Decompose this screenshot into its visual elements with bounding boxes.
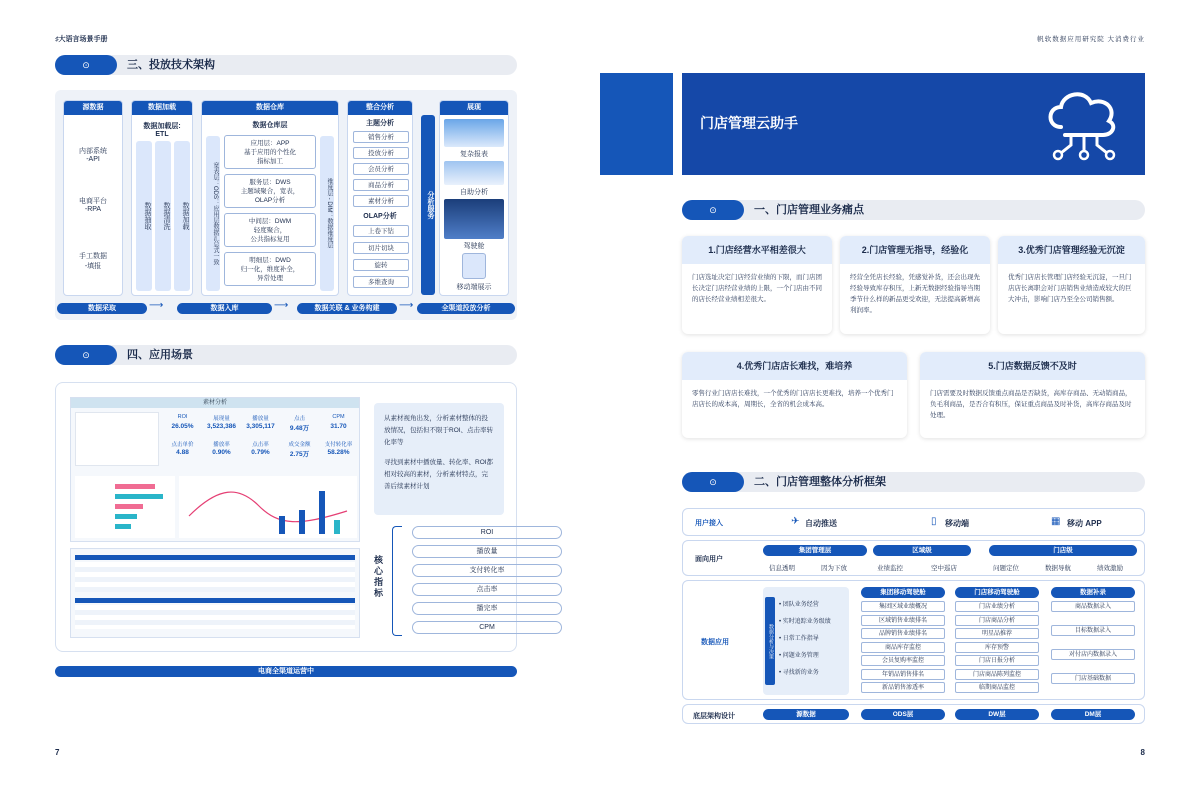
arrow-icon: ⟶: [399, 300, 414, 311]
arch-analysis-service-bar: 分析服务: [421, 115, 435, 295]
arch-stage: 数据采取: [57, 303, 147, 314]
core-metric: 点击率: [412, 583, 562, 596]
kpi-value: 0.90%: [212, 449, 231, 456]
fw-app-item: 集团区域业绩概况: [861, 601, 945, 612]
kpi-value: 2.75万: [289, 451, 310, 458]
arch-col-load-title: 数据加载: [132, 101, 192, 115]
pain-card: [840, 236, 990, 334]
horizontal-bar-chart: [75, 476, 175, 538]
arch-stage: 数据关联 & 业务构建: [297, 303, 397, 314]
fw-row-label: 面向用户: [695, 556, 723, 563]
pain-card: [682, 352, 907, 438]
material-dashboard: [70, 397, 360, 542]
arch-analysis-sub1: 主题分析: [366, 120, 394, 127]
scenario-desc-1: 从素材视角出发，分析素材整体的投放情况，包括但不限于ROI、点击率转化率等: [384, 415, 494, 446]
search-icon: ⊙: [682, 200, 744, 220]
fw-access: 移动端: [945, 519, 969, 528]
core-metric: 支付转化率: [412, 564, 562, 577]
arch-display-item: 驾驶舱: [463, 243, 485, 250]
core-metric: 播放量: [412, 545, 562, 558]
pain-card-body: 零售行业门店店长难找，一个优秀的门店店长更难找，培养一个优秀门店店长的成本高，周期长，全省的机会成本高。: [692, 390, 894, 408]
fw-left-item: • 团队业务经营: [779, 602, 819, 608]
core-metric: CPM: [412, 621, 562, 634]
arrow-icon: ⟶: [274, 300, 289, 311]
fw-group-item: 绩效激励: [1097, 565, 1123, 572]
arch-source-item: 电商平台 -RPA: [79, 198, 107, 213]
fw-app-item: 目标数据录入: [1051, 625, 1135, 636]
pain-card-title: 2.门店管理无指导，经验化: [840, 236, 990, 264]
arch-warehouse-item: 服务层：DWS 主题域聚合，宽表， OLAP分析: [224, 174, 316, 208]
fw-group-item: 空中巡店: [931, 565, 957, 572]
right-page: [600, 0, 1200, 790]
dashboard-filter-list: [75, 412, 159, 466]
core-metric: ROI: [412, 526, 562, 539]
right-section-2-title: 二、门店管理整体分析框架: [754, 476, 886, 488]
pain-card-body: 优秀门店店长管理门店经验无沉淀，一旦门店店长离职会对门店销售业绩造成较大的巨大冲击，影响门店乃至全公司销售额。: [1008, 274, 1132, 303]
fw-app-item: 门店基础数据: [1051, 673, 1135, 684]
dashboard-title: 素材分析: [71, 398, 359, 408]
fw-group-item: 因为下放: [821, 565, 847, 572]
framework: [682, 506, 1145, 728]
left-header-label: ♯大语言场景手册: [55, 36, 108, 43]
fw-app-item: 年销品销售排名: [861, 669, 945, 680]
fw-app-item: 新品销售渗透率: [861, 682, 945, 693]
arch-stage: 数据入库: [177, 303, 272, 314]
section-4-heading: [55, 345, 517, 365]
arch-analysis-item: 上卷下钻: [353, 225, 409, 237]
fw-left-item: • 实时追踪业务级绩: [779, 619, 831, 625]
arch-col-analysis: [347, 100, 413, 296]
arch-col-load: [131, 100, 193, 296]
fw-left-item: • 寻找新的业务: [779, 670, 819, 676]
search-icon: ⊙: [55, 55, 117, 75]
fw-left-side-tag: 数据分析与决策: [765, 597, 775, 685]
fw-app-item: 门店商品陈列监控: [955, 669, 1039, 680]
kpi-label: 支付转化率: [324, 442, 353, 448]
kpi-value: 0.79%: [251, 449, 270, 456]
arch-warehouse-side-left: 宽表层：ODS：应用层数据汇总式一致: [206, 136, 220, 291]
fw-infra: 源数据: [763, 709, 849, 720]
pain-card-title: 5.门店数据反馈不及时: [920, 352, 1145, 380]
kpi-value: 26.05%: [171, 423, 194, 430]
arch-source-item: 内部系统 -API: [79, 148, 107, 163]
architecture-panel: [55, 90, 517, 320]
kpi-label: 播放率: [213, 442, 230, 448]
arch-display-item: 移动端展示: [456, 284, 492, 291]
hero-banner: [682, 73, 1145, 175]
fw-app-item: 会员复购率监控: [861, 655, 945, 666]
arch-display-item: 复杂报表: [460, 151, 488, 158]
pain-card-body: 经营全凭店长经验，凭感觉补货，还会出现先经验导致库存积压，上新无数据经验指导当期季节什么样的新品更受欢迎，无法提高新增高利润率。: [850, 274, 980, 314]
fw-row-label: 底层架构设计: [693, 713, 735, 720]
fw-group-title: 门店级: [989, 545, 1137, 556]
fw-app-item: 临期商品监控: [955, 682, 1039, 693]
fw-app-item: 品牌销售业绩排名: [861, 628, 945, 639]
section-4-title: 四、应用场景: [127, 349, 193, 361]
fw-app-item: 对付店内数据录入: [1051, 649, 1135, 660]
kpi-label: 点击率: [252, 442, 269, 448]
core-metrics-label: 核心指标: [374, 555, 384, 598]
arch-col-display-title: 展现: [440, 101, 508, 115]
fw-row-apps: [682, 580, 1145, 700]
pain-card-title: 1.门店经营水平相差很大: [682, 236, 832, 264]
arch-analysis-item: 商品分析: [353, 179, 409, 191]
data-table: [70, 548, 360, 638]
fw-app-item: 门店日报分析: [955, 655, 1039, 666]
right-section-2-heading: [682, 472, 1145, 492]
fw-access: 自动推送: [805, 519, 837, 528]
arch-source-item: 手工数据 -填报: [79, 253, 107, 270]
kpi-value: 4.88: [176, 449, 189, 456]
report-thumbnail: [444, 119, 504, 147]
scenario-desc-2: 寻找到素材中播放量、转化率、ROI都相对较高的素材，分析素材特点，完善后续素材计划: [384, 459, 494, 490]
report-thumbnail: [444, 199, 504, 239]
pain-card-title: 3.优秀门店管理经验无沉淀: [998, 236, 1145, 264]
fw-row-users: [682, 540, 1145, 576]
arch-col-source-title: 源数据: [64, 101, 122, 115]
arch-analysis-item: 旋转: [353, 259, 409, 271]
kpi-value: 31.70: [330, 423, 347, 430]
fw-group-item: 业绩监控: [877, 565, 903, 572]
arch-warehouse-item: 中间层：DWM 轻度聚合， 公共指标复用: [224, 213, 316, 247]
arch-load-bar: 数据加载: [174, 141, 190, 291]
fw-left-item: • 问题业务管理: [779, 653, 819, 659]
core-metric: 播完率: [412, 602, 562, 615]
fw-app-item: 商品库存监控: [861, 642, 945, 653]
arch-col-warehouse: [201, 100, 339, 296]
arch-col-warehouse-title: 数据仓库: [202, 101, 338, 115]
arch-analysis-item: 投放分析: [353, 147, 409, 159]
arch-col-display: [439, 100, 509, 296]
arch-load-bar: 数据清洗: [155, 141, 171, 291]
kpi-value: 58.28%: [327, 449, 350, 456]
right-page-number: 8: [1140, 748, 1145, 757]
search-icon: ⊙: [682, 472, 744, 492]
fw-row-label: 用户接入: [695, 520, 723, 527]
fw-col-title: 门店移动驾驶舱: [955, 587, 1039, 598]
kpi-label: ROI: [177, 414, 188, 420]
pain-card: [920, 352, 1145, 438]
right-section-1-title: 一、门店管理业务痛点: [754, 204, 864, 216]
app-icon: ▦: [1051, 516, 1061, 527]
push-icon: ✈: [791, 516, 800, 527]
arch-analysis-item: 销售分析: [353, 131, 409, 143]
fw-group-title: 集团管理层: [763, 545, 867, 556]
pain-card: [682, 236, 832, 334]
arch-analysis-sub2: OLAP分析: [363, 213, 397, 220]
kpi-label: CPM: [332, 414, 345, 420]
kpi-label: 成交金额: [288, 442, 311, 448]
hero-accent: [600, 73, 673, 175]
fw-infra: DM层: [1051, 709, 1135, 720]
report-thumbnail: [444, 161, 504, 185]
scenario-panel: [55, 382, 517, 652]
section-3-heading: [55, 55, 517, 75]
kpi-value: 3,305,117: [246, 423, 275, 430]
pain-card-title: 4.优秀门店店长难找，难培养: [682, 352, 907, 380]
kpi-label: 点击单价: [171, 442, 194, 448]
fw-left-item: • 日常工作指导: [779, 636, 819, 642]
pain-card: [998, 236, 1145, 334]
kpi-label: 点击: [293, 416, 305, 422]
fw-app-item: 库存预警: [955, 642, 1039, 653]
arch-load-subtitle: 数据加载层: ETL: [143, 123, 181, 138]
fw-infra: DW层: [955, 709, 1039, 720]
section-3-title: 三、投放技术架构: [127, 59, 215, 71]
arch-stage: 全渠道投放分析: [417, 303, 515, 314]
right-header-label: 帆软数据应用研究院 大消费行业: [1037, 36, 1145, 43]
fw-group-item: 数据导航: [1045, 565, 1071, 572]
fw-row-infra: [682, 704, 1145, 724]
arch-analysis-item: 多维查询: [353, 276, 409, 288]
kpi-value: 3,523,386: [207, 423, 236, 430]
fw-col-title: 集团移动驾驶舱: [861, 587, 945, 598]
cloud-network-icon: [1041, 85, 1127, 161]
arch-analysis-item: 切片切块: [353, 242, 409, 254]
fw-left-block: [763, 587, 849, 695]
arch-col-analysis-title: 整合分析: [348, 101, 412, 115]
arch-analysis-item: 会员分析: [353, 163, 409, 175]
trend-chart: [179, 476, 357, 538]
fw-infra: ODS层: [861, 709, 945, 720]
arch-warehouse-item: 明细层：DWD 归一化，维度补全， 异常处理: [224, 252, 316, 286]
fw-col-title: 数据补录: [1051, 587, 1135, 598]
fw-app-item: 门店业绩分析: [955, 601, 1039, 612]
left-footer-bar: 电商全渠道运营中: [55, 666, 517, 677]
fw-access: 移动 APP: [1067, 519, 1102, 528]
report-thumbnail: [462, 253, 486, 279]
fw-group-item: 问题定位: [993, 565, 1019, 572]
arch-warehouse-item: 应用层：APP 基于应用的个性化 指标加工: [224, 135, 316, 169]
bracket: [392, 526, 402, 636]
hero-title: 门店管理云助手: [700, 115, 798, 131]
mobile-icon: ▯: [931, 516, 937, 527]
arch-load-bar: 数据抽取: [136, 141, 152, 291]
kpi-label: 展现量: [213, 416, 230, 422]
left-page: [0, 0, 585, 790]
fw-app-item: 商品数据录入: [1051, 601, 1135, 612]
arch-warehouse-subtitle: 数据仓库层: [252, 122, 288, 129]
kpi-value: 9.48万: [289, 425, 310, 432]
arrow-icon: ⟶: [149, 300, 164, 311]
fw-group-item: 信息透明: [769, 565, 795, 572]
fw-app-item: 区域销售业绩排名: [861, 615, 945, 626]
kpi-label: 播放量: [252, 416, 269, 422]
scenario-description: [374, 403, 504, 515]
search-icon: ⊙: [55, 345, 117, 365]
arch-warehouse-side-right: 维度层 - DIM：数据维度层: [320, 136, 334, 291]
fw-row-label: 数据应用: [701, 639, 729, 646]
fw-app-item: 明星品推荐: [955, 628, 1039, 639]
right-section-1-heading: [682, 200, 1145, 220]
pain-card-body: 门店选址决定门店经营业绩的下限，而门店团长决定门店经营业绩的上限，一个门店由不同的店长经营业绩相差很大。: [692, 274, 822, 303]
pain-card-body: 门店需要及时数据反馈重点商品是否缺货，高库存商品、无动销商品，负毛利商品，是否合有积压，保证重点商品及时补货，高库存商品及时处理。: [930, 390, 1132, 419]
fw-row-access: [682, 508, 1145, 536]
left-page-number: 7: [55, 748, 60, 757]
arch-display-item: 自助分析: [460, 189, 488, 196]
fw-group-title: 区域级: [873, 545, 971, 556]
fw-app-item: 门店商品分析: [955, 615, 1039, 626]
arch-col-source: [63, 100, 123, 296]
arch-analysis-item: 素材分析: [353, 195, 409, 207]
